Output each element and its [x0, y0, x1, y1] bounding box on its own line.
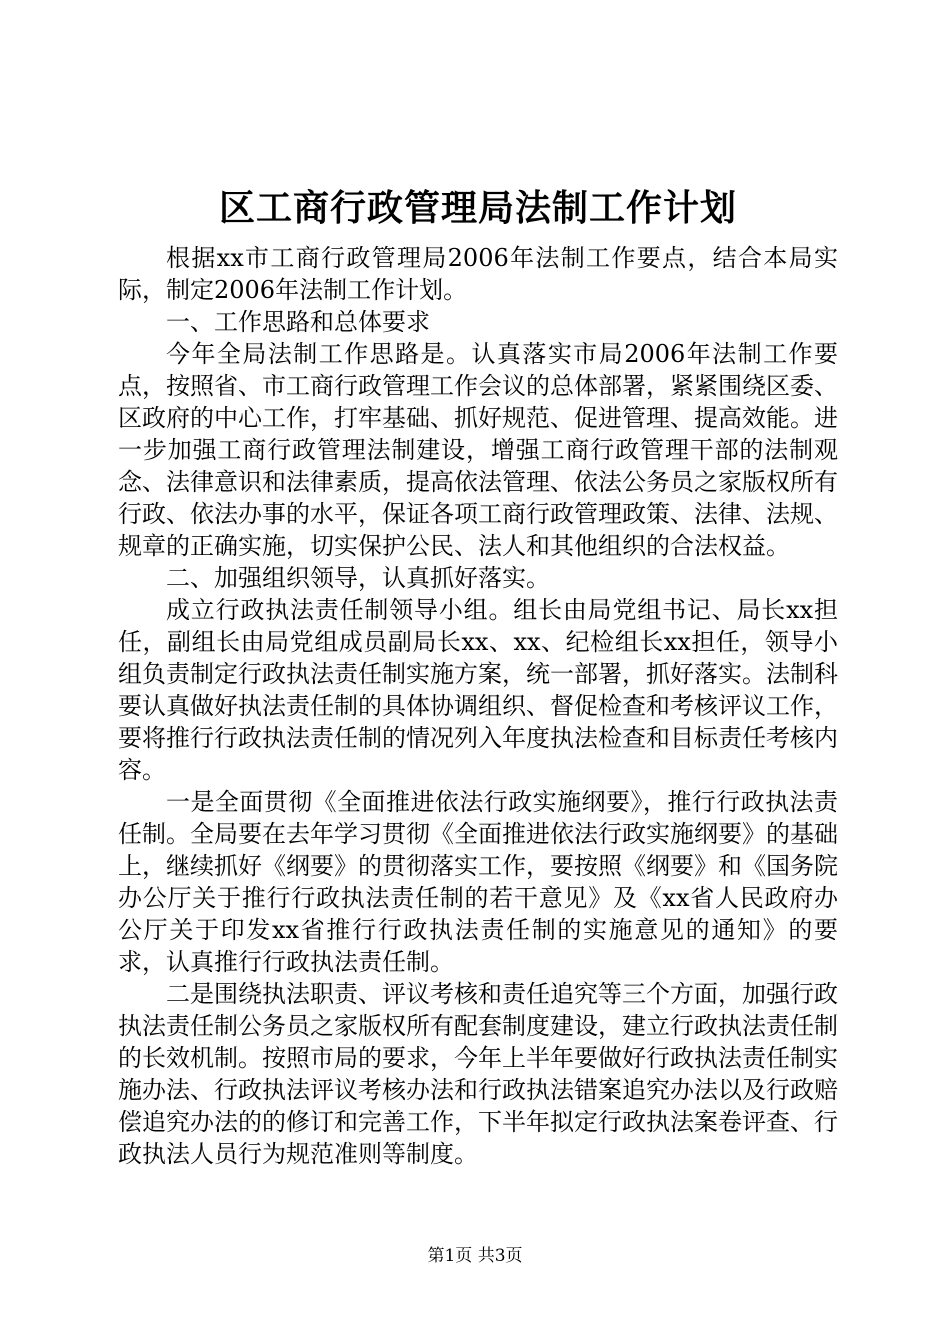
paragraph-leadership-group: 成立行政执法责任制领导小组。组长由局党组书记、局长xx担任，副组长由局党组成员副局长xx、xx、纪检组长xx担任，领导小组负责制定行政执法责任制实施方案，统一部署，抓好落实。法制科要认真做好执法责任制的具体协调组织、督促检查和考核评议工作，要将推行行政执法责任制的情况列入年度执法检查和目标责任考核内容。 — [118, 596, 838, 784]
paragraph-point-one: 一是全面贯彻《全面推进依法行政实施纲要》，推行行政执法责任制。全局要在去年学习贯彻《全面推进依法行政实施纲要》的基础上，继续抓好《纲要》的贯彻落实工作，要按照《纲要》和《国务院办公厅关于推行行政执法责任制的若干意见》及《xx省人民政府办公厅关于印发xx省推行行政执法责任制的实施意见的通知》的要求，认真推行行政执法责任制。 — [118, 788, 838, 976]
paragraph-point-two: 二是围绕执法职责、评议考核和责任追究等三个方面，加强行政执法责任制公务员之家版权所有配套制度建设，建立行政执法责任制的长效机制。按照市局的要求，今年上半年要做好行政执法责任制实施办法、行政执法评议考核办法和行政执法错案追究办法以及行政赔偿追究办法的的修订和完善工作，下半年拟定行政执法案卷评查、行政执法人员行为规范准则等制度。 — [118, 980, 838, 1168]
paragraph-intro: 根据xx市工商行政管理局2006年法制工作要点，结合本局实际，制定2006年法制工作计划。 — [118, 244, 838, 304]
section-heading-1: 一、工作思路和总体要求 — [166, 308, 430, 336]
paragraph-work-approach: 今年全局法制工作思路是。认真落实市局2006年法制工作要点，按照省、市工商行政管理工作会议的总体部署，紧紧围绕区委、区政府的中心工作，打牢基础、抓好规范、促进管理、提高效能。进一步加强工商行政管理法制建设，增强工商行政管理干部的法制观念、法律意识和法律素质，提高依法管理、依法公务员之家版权所有行政、依法办事的水平，保证各项工商行政管理政策、法律、法规、规章的正确实施，切实保护公民、法人和其他组织的合法权益。 — [118, 340, 838, 560]
document-title: 区工商行政管理局法制工作计划 — [218, 187, 737, 229]
page-indicator: 第1页 共3页 — [427, 1246, 523, 1266]
page-footer — [0, 1244, 950, 1268]
section-heading-2: 二、加强组织领导，认真抓好落实。 — [166, 564, 550, 592]
document-page — [118, 180, 838, 1170]
